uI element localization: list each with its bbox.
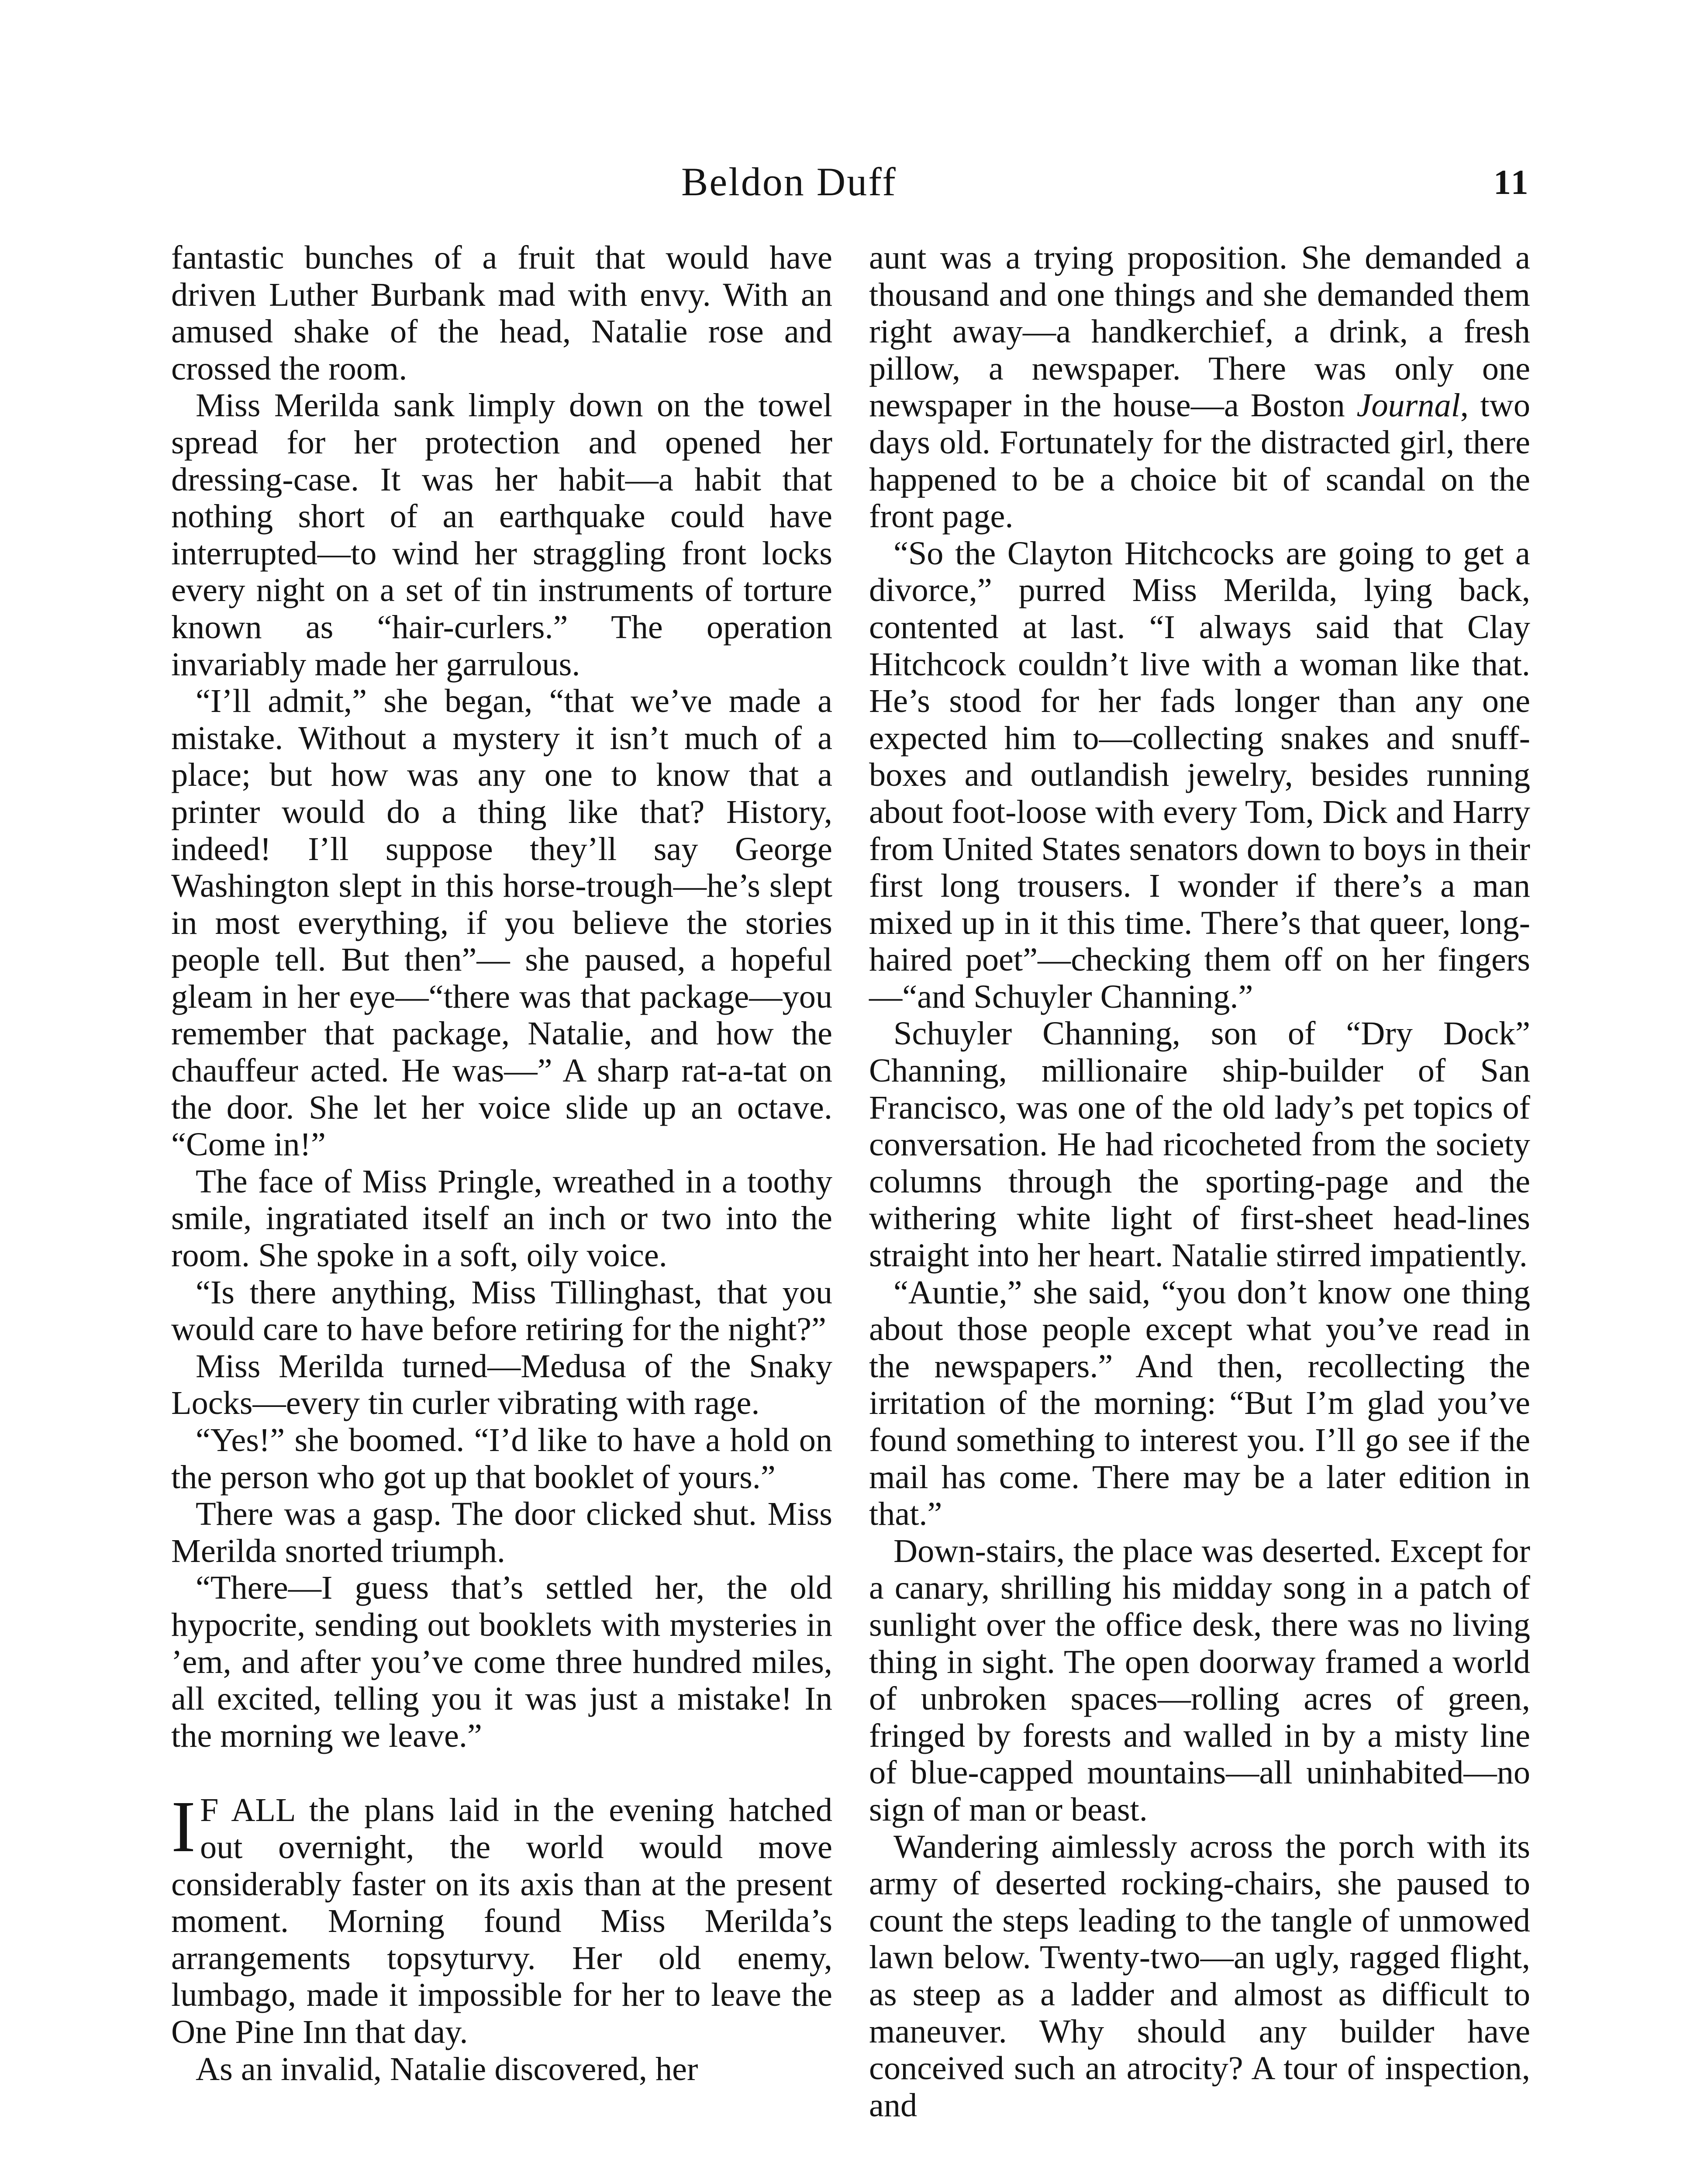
paragraph: Down-stairs, the place was deserted. Except for a canary, shrilling his midday song in a patch of sunlight over the office desk, there was no living thing in sight. The open doorway framed a world of unbroken spaces—rolling acres of green, fringed by forests and walled in by a misty line of blue-capped mountains—all uninhabited—no sign of man or beast.	[869, 1532, 1530, 1828]
paragraph: As an invalid, Natalie discovered, her	[196, 2050, 698, 2087]
continued-paragraph	[869, 239, 1530, 535]
paragraph: “So the Clayton Hitchcocks are going to get a divorce,” purred Miss Merilda, lying back, contented at last. “I always said that Clay Hitchcock couldn’t live with a woman like that. He’s stood for her fads longer than any one expected him to—collecting snakes and snuff-boxes and outlandish jewelry, besides running about foot-loose with every Tom, Dick and Harry from United States senators down to boys in their first long trousers. I wonder if there’s a man mixed up in it this time. There’s that queer, long-haired poet”—checking them off on her fingers—“and Schuyler Channing.”	[869, 534, 1530, 1015]
paragraph: “Is there anything, Miss Tillinghast, that you would care to have before retiring for the night?”	[171, 1273, 832, 1348]
page-number: 11	[1494, 163, 1530, 202]
section-opening-text: F ALL the plans laid in the evening hatched out overnight, the world would move considerably faster on its axis than at the present moment. Morning found Miss Merilda’s arrangements topsyturvy. Her old enemy, lumbago, made it impossible for her to leave the One Pine Inn that day.	[171, 1791, 832, 2050]
right-column	[869, 239, 1530, 2124]
page-title: Beldon Duff	[681, 159, 897, 204]
paragraph: The face of Miss Pringle, wreathed in a toothy smile, ingratiated itself an inch or two into the room. She spoke in a soft, oily voice.	[171, 1162, 832, 1274]
paragraph: “There—I guess that’s settled her, the old hypocrite, sending out booklets with mysteries in ’em, and after you’ve come three hundred miles, all excited, telling you it was just a mistake! In the morning we leave.”	[171, 1569, 832, 1754]
paragraph: fantastic bunches of a fruit that would have driven Luther Burbank mad with envy. With an amused shake of the head, Natalie rose and crossed the room.	[171, 239, 832, 387]
left-column	[171, 239, 832, 2087]
drop-cap: I	[171, 1786, 196, 1868]
paragraph: Miss Merilda turned—Medusa of the Snaky Locks—every tin curler vibrating with rage.	[171, 1347, 832, 1422]
paragraph: “I’ll admit,” she began, “that we’ve made a mistake. Without a mystery it isn’t much of a place; but how was any one to know that a printer would do a thing like that? History, indeed! I’ll suppose they’ll say George Washington slept in this horse-trough—he’s slept in most everything, if you believe the stories people tell. But then”— she paused, a hopeful gleam in her eye—“there was that package—you remember that package, Natalie, and how the chauffeur acted. He was—” A sharp rat-a-tat on the door. She let her voice slide up an octave. “Come in!”	[171, 682, 832, 1163]
paragraph: Schuyler Channing, son of “Dry Dock” Channing, millionaire ship-builder of San Francisco, was one of the old lady’s pet topics of conversation. He had ricocheted from the society columns through the sporting-page and the withering white light of first-sheet head-lines straight into her heart. Natalie stirred impatiently.	[869, 1015, 1530, 1274]
paragraph: Wandering aimlessly across the porch with its army of deserted rocking-chairs, she paused to count the steps leading to the tangle of unmowed lawn below. Twenty-two—an ugly, ragged flight, as steep as a ladder and almost as difficult to maneuver. Why should any builder have conceived such an atrocity? A tour of inspection, and	[869, 1828, 1530, 2124]
paragraph: Miss Merilda sank limply down on the towel spread for her protection and opened her dressing-case. It was her habit—a habit that nothing short of an earthquake could have interrupted—to wind her straggling front locks every night on a set of tin instruments of torture known as “hair-curlers.” The operation invariably made her garrulous.	[171, 387, 832, 683]
continued-text: aunt was a trying proposition. She demanded a thousand and one things and she demanded them right away—a handkerchief, a drink, a fresh pillow, a newspaper. There was only one newspaper in the house—a Boston	[869, 239, 1530, 424]
newspaper-title: Journal	[1356, 387, 1460, 424]
paragraph: There was a gasp. The door clicked shut. Miss Merilda snorted triumph.	[171, 1495, 832, 1569]
paragraph: “Yes!” she boomed. “I’d like to have a hold on the person who got up that booklet of yours.”	[171, 1421, 832, 1496]
paragraph: “Auntie,” she said, “you don’t know one thing about those people except what you’ve read in the newspapers.” And then, recollecting the irritation of the morning: “But I’m glad you’ve found something to interest you. I’ll go see if the mail has come. There may be a later edition in that.”	[869, 1273, 1530, 1533]
continued-text-rest: , two days old. Fortunately for the distracted girl, there happened to be a choice bit of scandal on the front page.	[869, 387, 1530, 535]
section-opening-paragraph	[171, 1786, 832, 2050]
